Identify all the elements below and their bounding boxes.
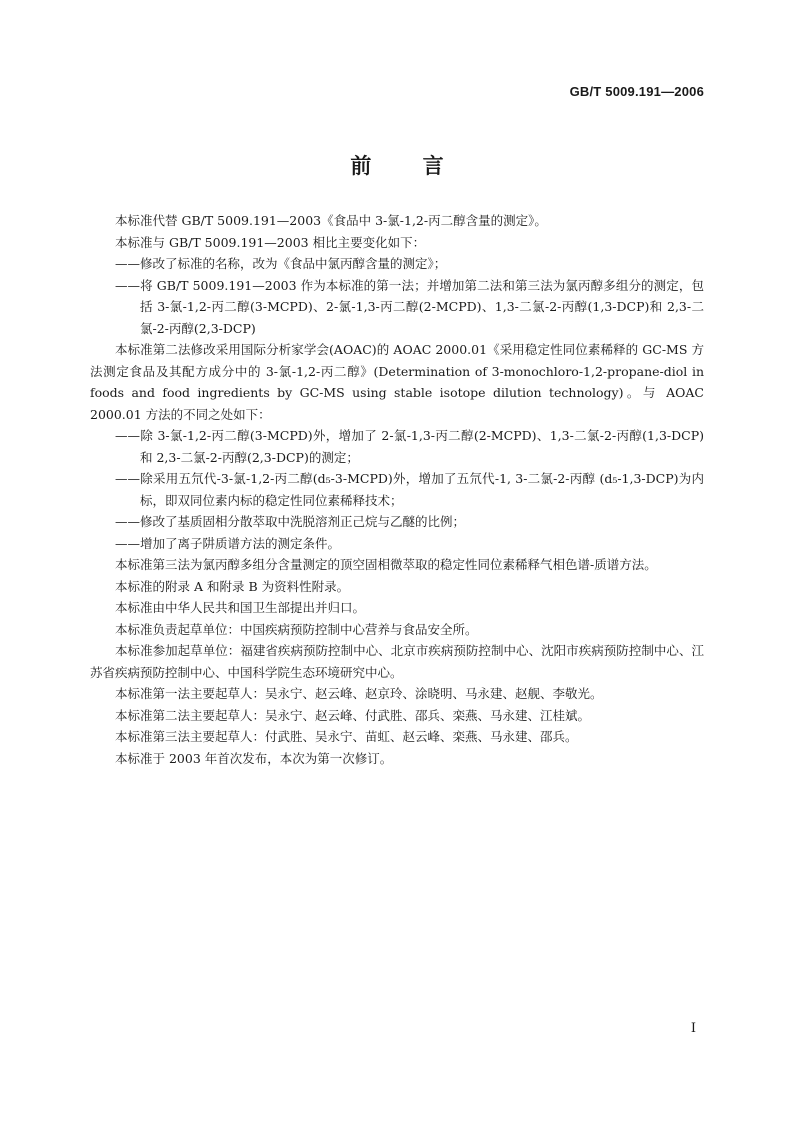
page-title	[0, 150, 794, 180]
paragraph: 本标准参加起草单位：福建省疾病预防控制中心、北京市疾病预防控制中心、沈阳市疾病预防控制中心、江苏省疾病预防控制中心、中国科学院生态环境研究中心。	[90, 643, 704, 680]
list-item: ——修改了标准的名称，改为《食品中氯丙醇含量的测定》；	[115, 256, 447, 271]
paragraph: 本标准与 GB/T 5009.191—2003 相比主要变化如下：	[115, 234, 426, 250]
paragraph: 本标准第一法主要起草人：吴永宁、赵云峰、赵京玲、涂晓明、马永建、赵舰、李敬光。	[115, 686, 603, 701]
title-char-2: 言	[422, 154, 444, 178]
list-item: ——除 3-氯-1,2-丙二醇(3-MCPD)外，增加了 2-氯-1,3-丙二醇(2-MCPD)、1,3-二氯-2-丙醇(1,3-DCP)和 2,3-二氯-2-丙醇(2,3-DCP)的测定；	[115, 428, 704, 465]
page-number: I	[690, 1021, 696, 1036]
list-item: ——修改了基质固相分散萃取中洗脱溶剂正己烷与乙醚的比例；	[115, 514, 466, 529]
paragraph: 本标准第二法主要起草人：吴永宁、赵云峰、付武胜、邵兵、栾燕、马永建、江桂斌。	[115, 707, 591, 723]
paragraph: 本标准于 2003 年首次发布，本次为第一次修订。	[115, 750, 393, 766]
paragraph: 本标准代替 GB/T 5009.191—2003《食品中 3-氯-1,2-丙二醇含量的测定》。	[115, 213, 547, 228]
title-char-1: 前	[350, 154, 372, 178]
list-item: ——将 GB/T 5009.191—2003 作为本标准的第一法；并增加第二法和第三法为氯丙醇多组分的测定，包括 3-氯-1,2-丙二醇(3-MCPD)、2-氯-1,3-丙二醇(2-MCPD)、1,3-二氯-2-丙醇(1,3-DCP)和 2,3-二氯-2-丙醇(2,3-DCP)	[115, 277, 704, 336]
paragraph: 本标准第三法为氯丙醇多组分含量测定的顶空固相微萃取的稳定性同位素稀释气相色谱-质谱方法。	[115, 557, 657, 572]
paragraph: 本标准由中华人民共和国卫生部提出并归口。	[115, 600, 366, 615]
paragraph: 本标准第二法修改采用国际分析家学会(AOAC)的 AOAC 2000.01《采用稳定性同位素稀释的 GC-MS 方法测定食品及其配方成分中的 3-氯-1,2-丙二醇》(Determination of 3-monochloro-1,2-propane-diol in foods and food ingredients by GC-MS using stable isotope dilution technology)。与 AOAC 2000.01 方法的不同之处如下：	[90, 342, 704, 422]
paragraph: 本标准第三法主要起草人：付武胜、吴永宁、苗虹、赵云峰、栾燕、马永建、邵兵。	[115, 729, 578, 744]
standard-number: GB/T 5009.191—2006	[569, 84, 704, 99]
foreword-body	[90, 210, 704, 769]
paragraph: 本标准负责起草单位：中国疾病预防控制中心营养与食品安全所。	[115, 621, 478, 637]
list-item: ——增加了离子阱质谱方法的测定条件。	[115, 535, 341, 551]
paragraph: 本标准的附录 A 和附录 B 为资料性附录。	[115, 578, 350, 594]
list-item: ——除采用五氘代-3-氯-1,2-丙二醇(d₅-3-MCPD)外，增加了五氘代-1, 3-二氯-2-丙醇 (d₅-1,3-DCP)为内标，即双同位素内标的稳定性同位素稀释技术；	[115, 471, 704, 508]
